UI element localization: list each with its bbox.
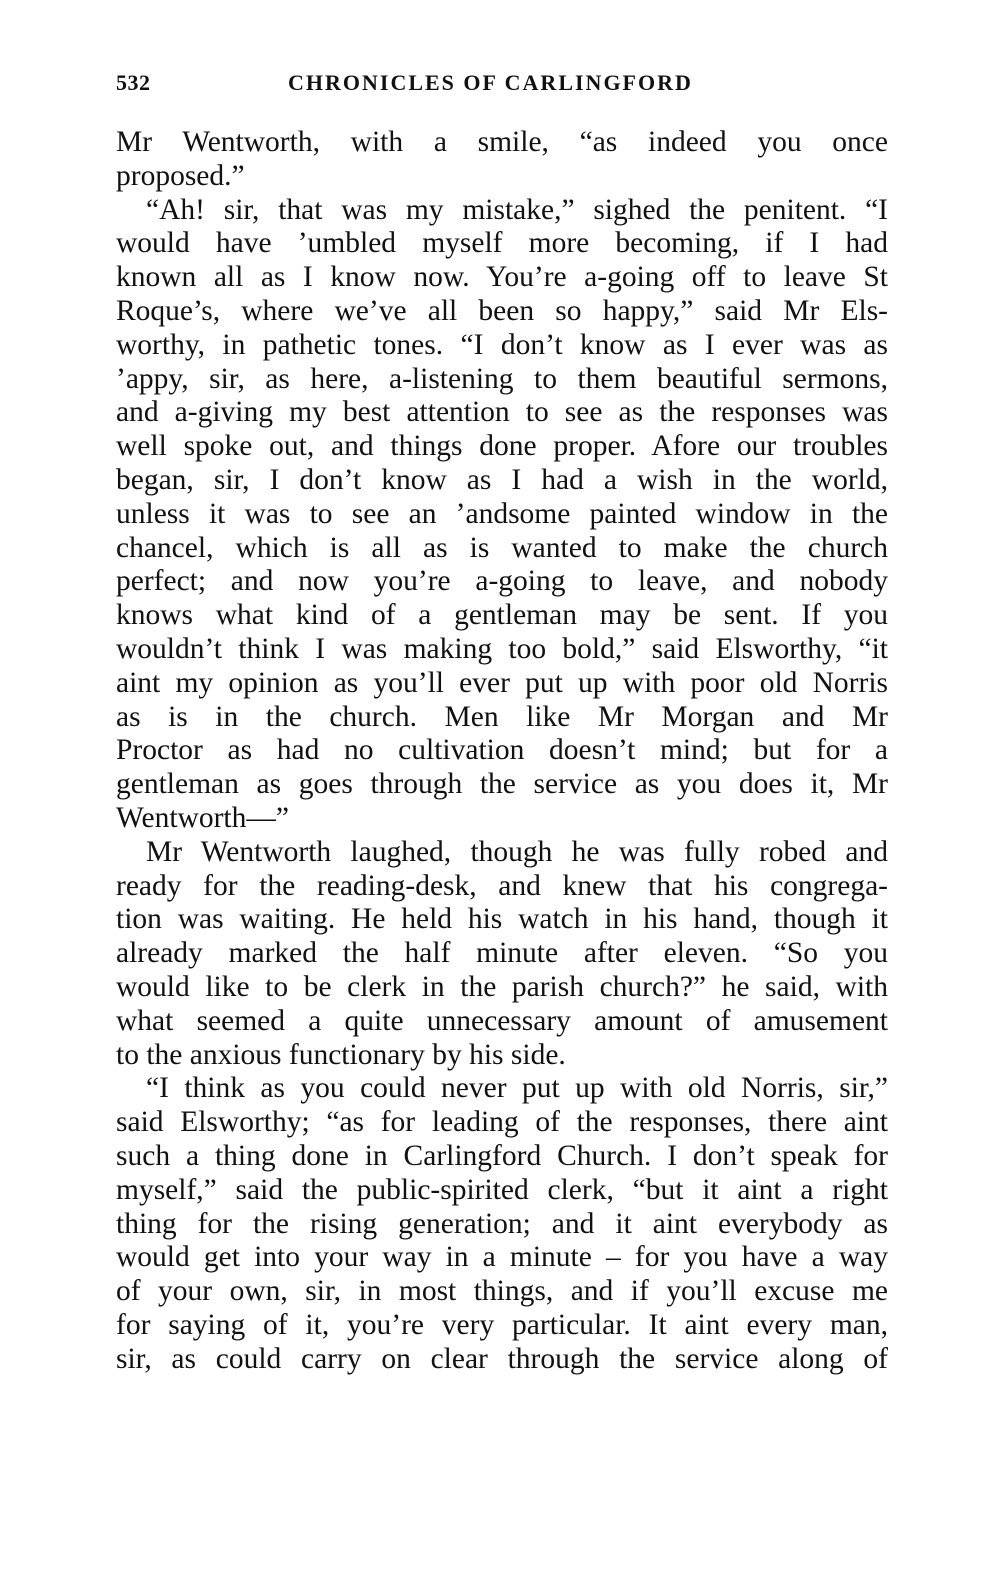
text-line: would like to be clerk in the parish church?” he said, with (116, 970, 888, 1003)
text-line: said Elsworthy; “as for leading of the responses, there aint (116, 1106, 888, 1139)
book-title: CHRONICLES OF CARLINGFORD (288, 70, 693, 95)
text-line: Wentworth—” (116, 801, 289, 834)
text-line: “Ah! sir, that was my mistake,” sighed the penitent. “I (146, 193, 888, 226)
text-line: of your own, sir, in most things, and if you’ll excuse me (116, 1275, 888, 1308)
text-line: to the anxious functionary by his side. (116, 1038, 566, 1071)
text-line: began, sir, I don’t know as I had a wish in the world, (116, 463, 888, 496)
text-line: ready for the reading-desk, and knew that his congrega- (116, 869, 888, 902)
text-line: would have ’umbled myself more becoming, if I had (116, 227, 888, 260)
text-line: sir, as could carry on clear through the service along of (116, 1342, 888, 1375)
text-line: wouldn’t think I was making too bold,” said Elsworthy, “it (116, 632, 888, 665)
text-line: “I think as you could never put up with old Norris, sir,” (146, 1072, 888, 1105)
text-line: Proctor as had no cultivation doesn’t mind; but for a (116, 734, 888, 767)
text-line: Mr Wentworth, with a smile, “as indeed you once (116, 126, 888, 158)
text-line: would get into your way in a minute – for you have a way (116, 1241, 888, 1274)
text-line: tion was waiting. He held his watch in his hand, though it (116, 903, 888, 936)
text-line: perfect; and now you’re a-going to leave, and nobody (116, 565, 888, 598)
text-line: myself,” said the public-spirited clerk, “but it aint a right (116, 1173, 888, 1206)
page-number: 532 (116, 70, 151, 95)
text-line: Mr Wentworth laughed, though he was fully robed and (146, 835, 888, 868)
running-head (116, 70, 888, 104)
text-line: thing for the rising generation; and it aint everybody as (116, 1207, 888, 1240)
text-line: ’appy, sir, as here, a-listening to them beautiful sermons, (116, 362, 888, 395)
text-line: gentleman as goes through the service as you does it, Mr (116, 768, 888, 801)
text-line: chancel, which is all as is wanted to make the church (116, 531, 888, 564)
text-line: as is in the church. Men like Mr Morgan and Mr (116, 700, 888, 733)
text-line: unless it was to see an ’andsome painted window in the (116, 497, 888, 530)
body-text (116, 126, 888, 1376)
text-line: such a thing done in Carlingford Church. I don’t speak for (116, 1139, 888, 1172)
text-line: known all as I know now. You’re a-going off to leave St (116, 261, 888, 294)
text-line: Roque’s, where we’ve all been so happy,” said Mr Els- (116, 294, 888, 327)
text-line: aint my opinion as you’ll ever put up with poor old Norris (116, 666, 888, 699)
text-line: for saying of it, you’re very particular. It aint every man, (116, 1308, 888, 1341)
text-line: and a-giving my best attention to see as the responses was (116, 396, 888, 429)
text-line: knows what kind of a gentleman may be sent. If you (116, 599, 888, 632)
text-line: well spoke out, and things done proper. Afore our troubles (116, 430, 888, 463)
text-line: proposed.” (116, 159, 245, 192)
text-line: what seemed a quite unnecessary amount of amusement (116, 1004, 888, 1037)
text-line: worthy, in pathetic tones. “I don’t know as I ever was as (116, 328, 888, 361)
text-line: already marked the half minute after eleven. “So you (116, 937, 888, 970)
